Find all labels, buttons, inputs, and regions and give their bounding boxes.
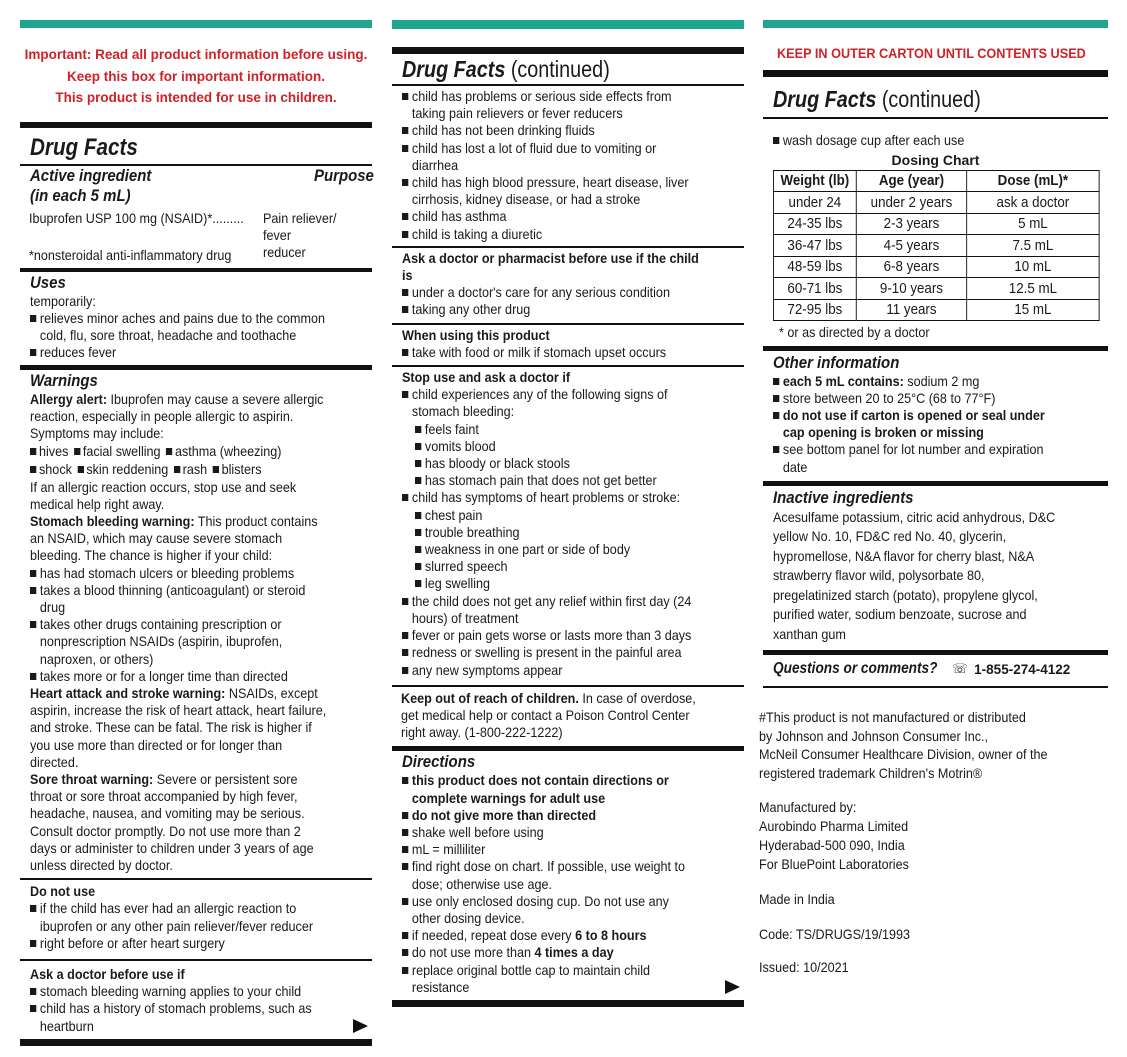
made-in: Made in India xyxy=(759,891,835,908)
manufacturer-line: Aurobindo Pharma Limited xyxy=(759,818,909,835)
throat-warning: Sore throat warning: Severe or persistent sore throat or sore throat accompanied by high fever, headache, nausea, and vomiting may be serious. Consult doctor promptly. Do not use more than 2 days or administer to children under 3 years of age unless directed by doctor. xyxy=(30,770,314,873)
divider xyxy=(20,1039,372,1046)
table-row: 48-59 lbs 6-8 years 10 mL xyxy=(773,256,1099,278)
important-notice xyxy=(20,28,372,117)
teal-band xyxy=(20,20,372,28)
ask-doctor-item: child has asthma xyxy=(402,208,701,225)
divider xyxy=(763,70,1108,77)
phone-number[interactable]: 1-855-274-4122 xyxy=(974,661,1071,677)
drug-facts-panel-3 xyxy=(759,20,1108,976)
ingredient-name: Ibuprofen USP 100 mg (NSAID)*......... xyxy=(29,209,244,226)
directions-item: use only enclosed dosing cup. Do not use any other dosing device. xyxy=(402,893,701,927)
allergy-after: If an allergic reaction occurs, stop use and seek medical help right away. xyxy=(30,478,297,512)
directions-item: mL = milliliter xyxy=(402,841,701,858)
table-row: 36-47 lbs 4-5 years 7.5 mL xyxy=(773,235,1099,257)
dosing-chart-title: Dosing Chart xyxy=(891,151,980,168)
stop-use-item: the child does not get any relief within first day (24 hours) of treatment xyxy=(402,593,701,627)
nsaid-note: *nonsteroidal anti-inflammatory drug xyxy=(29,246,232,263)
stop-use-item: child has symptoms of heart problems or stroke: xyxy=(402,489,701,506)
stop-use-subitem: vomits blood xyxy=(415,438,702,455)
table-row: 72-95 lbs 11 years 15 mL xyxy=(773,299,1099,321)
table-row: under 24 under 2 years ask a doctor xyxy=(773,192,1099,214)
inactive-ingredients-text: Acesulfame potassium, citric acid anhydrous, D&C yellow No. 10, FD&C red No. 40, glycerin, hypromellose, N&A flavor for cherry blast, N&A strawberry flavor wild, polysorbate 80, pregelatinized starch (potato), propylene glycol, purified water, sodium benzoate, sucrose and xanthan gum xyxy=(773,508,1056,642)
purpose-text: fever reducer xyxy=(263,226,306,260)
ask-pharmacist-item: under a doctor's care for any serious condition xyxy=(402,284,701,301)
manufacturer-line: Hyderabad-500 090, India xyxy=(759,837,905,854)
ask-doctor-item: child has not been drinking fluids xyxy=(402,122,701,139)
stop-use-item: child experiences any of the following signs of stomach bleeding: xyxy=(402,386,701,420)
disclaimer-line: McNeil Consumer Healthcare Division, owner of the xyxy=(759,746,1048,763)
other-info-item: each 5 mL contains: sodium 2 mg xyxy=(773,373,1066,390)
ask-pharmacist-item: taking any other drug xyxy=(402,301,701,318)
divider xyxy=(392,1000,744,1007)
directions-item: find right dose on chart. If possible, use weight to dose; otherwise use age. xyxy=(402,858,701,892)
license-code: Code: TS/DRUGS/19/1993 xyxy=(759,925,911,942)
symptoms-row: shock skin reddening rash blisters xyxy=(30,460,329,478)
disclaimer-line: by Johnson and Johnson Consumer Inc., xyxy=(759,727,989,744)
dosing-chart-note: * or as directed by a doctor xyxy=(779,324,930,341)
drug-facts-title: Drug Facts xyxy=(30,133,138,161)
other-info-item: do not use if carton is opened or seal under cap opening is broken or missing xyxy=(773,407,1066,441)
stomach-item: has had stomach ulcers or bleeding problems xyxy=(30,565,329,582)
other-information-heading: Other information xyxy=(773,352,900,372)
dosing-chart-header xyxy=(773,170,1099,192)
important-line: This product is intended for use in children. xyxy=(55,90,337,105)
teal-band xyxy=(763,20,1108,28)
continue-arrow-icon xyxy=(353,1019,368,1033)
dosing-chart-table xyxy=(773,170,1100,322)
ask-doctor-item: child has problems or serious side effects from taking pain relievers or fever reducers xyxy=(402,88,701,122)
directions-item: replace original bottle cap to maintain child resistance xyxy=(402,962,701,996)
disclaimer-line: registered trademark Children's Motrin® xyxy=(759,764,983,781)
stomach-warning: Stomach bleeding warning: This product contains an NSAID, which may cause severe stomach bleeding. The chance is higher if your child: xyxy=(30,512,318,564)
stomach-item: takes a blood thinning (anticoagulant) or steroid drug xyxy=(30,582,329,616)
directions-item: this product does not contain directions or complete warnings for adult use xyxy=(402,772,701,806)
active-ingredient-sub: (in each 5 mL) xyxy=(30,185,131,205)
when-using-item: take with food or milk if stomach upset occurs xyxy=(402,344,701,361)
drug-facts-panel-2 xyxy=(392,20,744,1007)
table-row: 60-71 lbs 9-10 years 12.5 mL xyxy=(773,278,1099,300)
stop-use-subitem: trouble breathing xyxy=(415,524,702,541)
directions-item: do not give more than directed xyxy=(402,807,701,824)
manufacturer-line: Manufactured by: xyxy=(759,799,857,816)
header-age: Age (year) xyxy=(856,170,966,192)
uses-item: relieves minor aches and pains due to the common cold, flu, sore throat, headache and toothache xyxy=(30,310,329,344)
stop-use-item: fever or pain gets worse or lasts more than 3 days xyxy=(402,627,701,644)
directions-heading: Directions xyxy=(402,752,476,772)
keep-out-of-reach: Keep out of reach of children. In case of overdose, get medical help or contact a Poison Control Center right away. (1-800-222-1222) xyxy=(401,689,696,741)
table-row: 24-35 lbs 2-3 years 5 mL xyxy=(773,213,1099,235)
important-line: Important: Read all product information before using. xyxy=(24,47,368,62)
ask-doctor-item: child has lost a lot of fluid due to vomiting or diarrhea xyxy=(402,140,701,174)
ask-doctor-item: child is taking a diuretic xyxy=(402,226,701,243)
ask-pharmacist-heading: Ask a doctor or pharmacist before use if the child is xyxy=(402,249,699,284)
questions-label: Questions or comments? xyxy=(773,660,938,678)
purpose-heading: Purpose xyxy=(313,165,374,185)
uses-temporarily: temporarily: xyxy=(30,292,96,309)
wash-cup-item: wash dosage cup after each use xyxy=(773,132,1066,149)
stop-use-heading: Stop use and ask a doctor if xyxy=(402,369,571,386)
inactive-ingredients-heading: Inactive ingredients xyxy=(773,487,914,507)
stomach-item: takes more or for a longer time than directed xyxy=(30,668,329,685)
directions-item: do not use more than 4 times a day xyxy=(402,944,701,961)
continue-arrow-icon xyxy=(725,980,740,994)
stop-use-subitem: weakness in one part or side of body xyxy=(415,541,702,558)
drug-facts-panel-1 xyxy=(20,20,372,1046)
teal-band xyxy=(392,20,744,29)
divider xyxy=(392,47,744,54)
manufacturer-line: For BluePoint Laboratories xyxy=(759,856,909,873)
drug-facts-continued-title: Drug Facts (continued) xyxy=(773,85,981,112)
heart-warning: Heart attack and stroke warning: NSAIDs, except aspirin, increase the risk of heart attack, heart failure, and stroke. These can be fatal. The risk is higher if you use more than directed or for longer than directed. xyxy=(30,684,327,770)
uses-item: reduces fever xyxy=(30,344,329,361)
active-ingredient-heading: Active ingredient xyxy=(30,165,152,185)
symptoms-row: hives facial swelling asthma (wheezing) xyxy=(30,442,329,460)
stop-use-item: any new symptoms appear xyxy=(402,662,701,679)
stop-use-subitem: chest pain xyxy=(415,507,702,524)
purpose-text: Pain reliever/ xyxy=(263,209,337,226)
header-dose: Dose (mL)* xyxy=(967,170,1099,192)
stop-use-subitem: slurred speech xyxy=(415,558,702,575)
uses-heading: Uses xyxy=(30,272,66,292)
ask-doctor-item: child has high blood pressure, heart disease, liver cirrhosis, kidney disease, or had a stroke xyxy=(402,174,701,208)
other-info-item: store between 20 to 25°C (68 to 77°F) xyxy=(773,390,1066,407)
stop-use-subitem: has bloody or black stools xyxy=(415,455,702,472)
drug-facts-continued-title: Drug Facts (continued) xyxy=(402,56,610,82)
keep-in-carton-notice: KEEP IN OUTER CARTON UNTIL CONTENTS USED xyxy=(777,46,1086,61)
other-info-item: see bottom panel for lot number and expiration date xyxy=(773,441,1066,475)
important-line: Keep this box for important information. xyxy=(66,68,325,84)
stop-use-subitem: has stomach pain that does not get better xyxy=(415,472,702,489)
stop-use-subitem: leg swelling xyxy=(415,575,702,592)
ask-doctor-item: stomach bleeding warning applies to your child xyxy=(30,983,329,1000)
ask-doctor-heading: Ask a doctor before use if xyxy=(30,966,185,983)
stop-use-item: redness or swelling is present in the painful area xyxy=(402,644,701,661)
do-not-use-item: right before or after heart surgery xyxy=(30,935,329,952)
disclaimer-line: #This product is not manufactured or distributed xyxy=(759,709,1026,726)
issued-date: Issued: 10/2021 xyxy=(759,958,849,975)
directions-item: if needed, repeat dose every 6 to 8 hours xyxy=(402,927,701,944)
ask-doctor-item: child has a history of stomach problems, such as heartburn xyxy=(30,1000,329,1034)
header-weight: Weight (lb) xyxy=(773,170,856,192)
phone-icon: ☏ xyxy=(951,661,969,677)
allergy-alert: Allergy alert: Ibuprofen may cause a severe allergic reaction, especially in people allergic to aspirin. Symptoms may include: xyxy=(30,390,324,441)
warnings-heading: Warnings xyxy=(30,370,98,390)
when-using-heading: When using this product xyxy=(402,326,550,343)
do-not-use-item: if the child has ever had an allergic reaction to ibuprofen or any other pain reliever/fever reducer xyxy=(30,900,329,934)
questions-row xyxy=(763,655,1108,678)
directions-item: shake well before using xyxy=(402,824,701,841)
stomach-item: takes other drugs containing prescription or nonprescription NSAIDs (aspirin, ibuprofen, naproxen, or others) xyxy=(30,616,329,668)
stop-use-subitem: feels faint xyxy=(415,421,702,438)
do-not-use-heading: Do not use xyxy=(30,883,96,900)
